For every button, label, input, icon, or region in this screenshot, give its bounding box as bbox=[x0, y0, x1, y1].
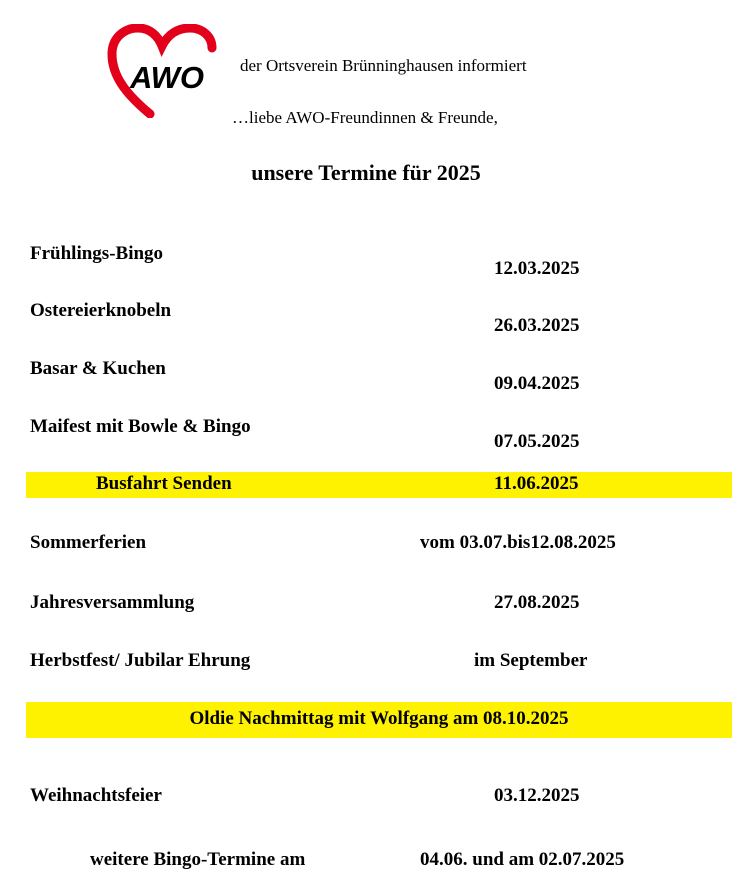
event-name: Maifest mit Bowle & Bingo bbox=[30, 416, 251, 437]
event-date: 03.12.2025 bbox=[494, 785, 580, 806]
event-date: 12.03.2025 bbox=[494, 258, 580, 279]
event-date: 04.06. und am 02.07.2025 bbox=[420, 849, 625, 870]
event-name: Basar & Kuchen bbox=[30, 358, 166, 379]
event-date: im September bbox=[474, 650, 588, 671]
header-line-2: …liebe AWO-Freundinnen & Freunde, bbox=[232, 108, 498, 127]
event-name: Frühlings-Bingo bbox=[30, 243, 164, 264]
awo-logo bbox=[106, 24, 222, 118]
event-date: 11.06.2025 bbox=[494, 473, 579, 494]
event-date: vom 03.07.bis12.08.2025 bbox=[420, 532, 616, 553]
header-line-1: der Ortsverein Brünninghausen informiert bbox=[240, 56, 527, 75]
event-date: 26.03.2025 bbox=[494, 315, 580, 336]
page-title: unsere Termine für 2025 bbox=[251, 160, 481, 185]
event-name: Herbstfest/ Jubilar Ehrung bbox=[30, 650, 251, 671]
event-name: Jahresversammlung bbox=[30, 592, 195, 613]
event-date: 07.05.2025 bbox=[494, 431, 580, 452]
event-name: Busfahrt Senden bbox=[96, 473, 232, 494]
heart-icon bbox=[106, 24, 222, 118]
event-name: Sommerferien bbox=[30, 532, 147, 553]
awo-logo-text: AWO bbox=[130, 60, 205, 95]
event-name: Ostereierknobeln bbox=[30, 300, 172, 321]
event-name: weitere Bingo-Termine am bbox=[90, 849, 306, 870]
event-name: Weihnachtsfeier bbox=[30, 785, 162, 806]
event-name: Oldie Nachmittag mit Wolfgang am 08.10.2025 bbox=[189, 708, 569, 729]
event-date: 27.08.2025 bbox=[494, 592, 580, 613]
event-date: 09.04.2025 bbox=[494, 373, 580, 394]
